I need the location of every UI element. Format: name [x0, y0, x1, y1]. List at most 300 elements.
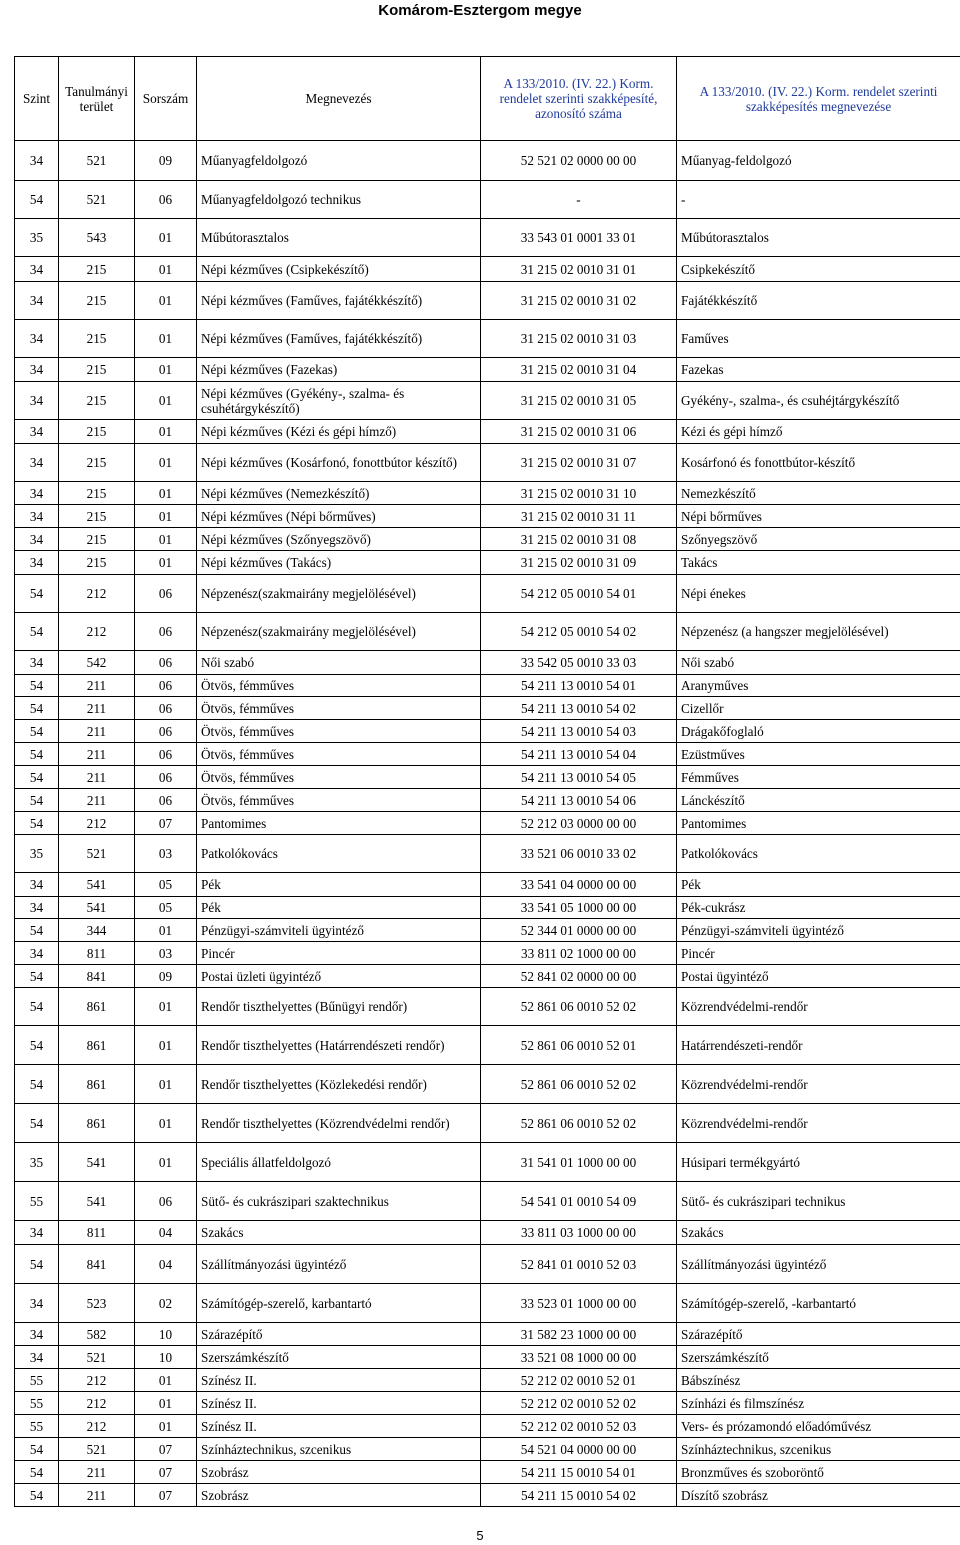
cell-szint: 34 [15, 528, 59, 551]
cell-szint: 55 [15, 1369, 59, 1392]
cell-szakkepesites: Faműves [677, 320, 960, 358]
cell-megnevezes: Pantomimes [197, 812, 481, 835]
cell-szakkepesites: Szakács [677, 1221, 960, 1245]
cell-szint: 34 [15, 1284, 59, 1323]
cell-terulet: 811 [59, 1221, 135, 1245]
cell-sorszam: 04 [135, 1245, 197, 1284]
cell-azonosito: 54 521 04 0000 00 00 [481, 1438, 677, 1461]
cell-sorszam: 01 [135, 1065, 197, 1104]
cell-megnevezes: Női szabó [197, 651, 481, 675]
cell-megnevezes: Sütő- és cukrászipari szaktechnikus [197, 1182, 481, 1221]
cell-szint: 54 [15, 1461, 59, 1484]
cell-azonosito: 52 861 06 0010 52 01 [481, 1026, 677, 1065]
cell-szint: 35 [15, 219, 59, 257]
cell-szint: 34 [15, 482, 59, 505]
cell-szakkepesites: Szárazépítő [677, 1323, 960, 1346]
cell-azonosito: 31 215 02 0010 31 11 [481, 505, 677, 528]
cell-terulet: 215 [59, 482, 135, 505]
cell-azonosito: 52 212 03 0000 00 00 [481, 812, 677, 835]
cell-sorszam: 01 [135, 282, 197, 320]
cell-szakkepesites: Fazekas [677, 358, 960, 382]
cell-szint: 54 [15, 697, 59, 720]
table-row [15, 789, 960, 812]
cell-sorszam: 06 [135, 181, 197, 219]
table-row [15, 1221, 960, 1245]
cell-azonosito: 54 211 15 0010 54 02 [481, 1484, 677, 1507]
cell-sorszam: 06 [135, 743, 197, 766]
header-megnevezes: Megnevezés [197, 57, 481, 141]
cell-terulet: 211 [59, 697, 135, 720]
cell-szakkepesites: Húsipari termékgyártó [677, 1143, 960, 1182]
cell-terulet: 344 [59, 919, 135, 942]
cell-megnevezes: Szerszámkészítő [197, 1346, 481, 1369]
cell-szint: 54 [15, 675, 59, 697]
cell-megnevezes: Népi kézműves (Csipkekészítő) [197, 257, 481, 282]
cell-azonosito: 54 211 13 0010 54 06 [481, 789, 677, 812]
cell-szakkepesites: Postai ügyintéző [677, 965, 960, 988]
cell-megnevezes: Műanyagfeldolgozó [197, 141, 481, 181]
cell-azonosito: 31 215 02 0010 31 09 [481, 551, 677, 575]
cell-terulet: 841 [59, 1245, 135, 1284]
cell-szakkepesites: Fémműves [677, 766, 960, 789]
table-row [15, 181, 960, 219]
cell-szakkepesites: Kosárfonó és fonottbútor-készítő [677, 444, 960, 482]
cell-azonosito: 31 215 02 0010 31 03 [481, 320, 677, 358]
table-row [15, 219, 960, 257]
cell-azonosito: 31 215 02 0010 31 05 [481, 382, 677, 420]
cell-sorszam: 01 [135, 988, 197, 1026]
cell-terulet: 215 [59, 257, 135, 282]
cell-sorszam: 05 [135, 873, 197, 897]
table-row [15, 257, 960, 282]
cell-szint: 34 [15, 1323, 59, 1346]
cell-azonosito: 31 215 02 0010 31 10 [481, 482, 677, 505]
cell-szint: 54 [15, 965, 59, 988]
table-row [15, 919, 960, 942]
cell-szint: 54 [15, 812, 59, 835]
cell-megnevezes: Pék [197, 897, 481, 919]
cell-terulet: 215 [59, 505, 135, 528]
cell-szakkepesites: Díszítő szobrász [677, 1484, 960, 1507]
cell-megnevezes: Szárazépítő [197, 1323, 481, 1346]
cell-sorszam: 07 [135, 1461, 197, 1484]
cell-azonosito: 33 543 01 0001 33 01 [481, 219, 677, 257]
cell-megnevezes: Szobrász [197, 1484, 481, 1507]
cell-szakkepesites: Pénzügyi-számviteli ügyintéző [677, 919, 960, 942]
table-row [15, 1484, 960, 1507]
cell-terulet: 211 [59, 789, 135, 812]
cell-megnevezes: Népi kézműves (Kézi és gépi hímző) [197, 420, 481, 444]
cell-sorszam: 03 [135, 942, 197, 965]
table-row [15, 1323, 960, 1346]
cell-azonosito: 54 211 13 0010 54 01 [481, 675, 677, 697]
cell-terulet: 521 [59, 1438, 135, 1461]
cell-szint: 54 [15, 766, 59, 789]
cell-szakkepesites: - [677, 181, 960, 219]
cell-sorszam: 07 [135, 1484, 197, 1507]
cell-szint: 34 [15, 358, 59, 382]
cell-szakkepesites: Csipkekészítő [677, 257, 960, 282]
cell-szakkepesites: Népi bőrműves [677, 505, 960, 528]
table-row [15, 1392, 960, 1415]
cell-szint: 54 [15, 1026, 59, 1065]
cell-sorszam: 01 [135, 1369, 197, 1392]
cell-terulet: 211 [59, 766, 135, 789]
cell-szint: 54 [15, 720, 59, 743]
table-row [15, 812, 960, 835]
cell-terulet: 211 [59, 743, 135, 766]
cell-szakkepesites: Ezüstműves [677, 743, 960, 766]
cell-szint: 34 [15, 651, 59, 675]
table-row [15, 1461, 960, 1484]
table-row [15, 942, 960, 965]
table-row [15, 482, 960, 505]
qualifications-table [14, 56, 960, 1507]
cell-megnevezes: Ötvös, fémműves [197, 697, 481, 720]
cell-szakkepesites: Műanyag-feldolgozó [677, 141, 960, 181]
cell-szint: 34 [15, 942, 59, 965]
cell-sorszam: 01 [135, 320, 197, 358]
cell-sorszam: 01 [135, 257, 197, 282]
cell-terulet: 212 [59, 613, 135, 651]
cell-szint: 34 [15, 320, 59, 358]
cell-megnevezes: Színháztechnikus, szcenikus [197, 1438, 481, 1461]
cell-szint: 54 [15, 1438, 59, 1461]
cell-szint: 35 [15, 1143, 59, 1182]
cell-terulet: 543 [59, 219, 135, 257]
cell-azonosito: 52 521 02 0000 00 00 [481, 141, 677, 181]
table-row [15, 1284, 960, 1323]
cell-szint: 54 [15, 988, 59, 1026]
cell-szakkepesites: Színháztechnikus, szcenikus [677, 1438, 960, 1461]
cell-terulet: 212 [59, 812, 135, 835]
cell-azonosito: 54 211 15 0010 54 01 [481, 1461, 677, 1484]
cell-azonosito: 31 582 23 1000 00 00 [481, 1323, 677, 1346]
cell-azonosito: 52 344 01 0000 00 00 [481, 919, 677, 942]
cell-megnevezes: Színész II. [197, 1415, 481, 1438]
cell-szakkepesites: Takács [677, 551, 960, 575]
header-szakkepesites: A 133/2010. (IV. 22.) Korm. rendelet szerinti szakképesítés megnevezése [677, 57, 960, 141]
cell-sorszam: 01 [135, 1415, 197, 1438]
cell-szint: 34 [15, 1346, 59, 1369]
table-row [15, 897, 960, 919]
table-row [15, 444, 960, 482]
table-row [15, 675, 960, 697]
table-row [15, 420, 960, 444]
cell-sorszam: 07 [135, 1438, 197, 1461]
cell-azonosito: 52 212 02 0010 52 03 [481, 1415, 677, 1438]
cell-megnevezes: Pincér [197, 942, 481, 965]
cell-szakkepesites: Kézi és gépi hímző [677, 420, 960, 444]
cell-szakkepesites: Közrendvédelmi-rendőr [677, 1065, 960, 1104]
cell-megnevezes: Népi kézműves (Gyékény-, szalma- és csuhétárgykészítő) [197, 382, 481, 420]
cell-szint: 34 [15, 444, 59, 482]
header-tanulmanyi-terulet: Tanulmányi terület [59, 57, 135, 141]
table-row [15, 965, 960, 988]
cell-terulet: 841 [59, 965, 135, 988]
cell-szakkepesites: Pék [677, 873, 960, 897]
cell-terulet: 215 [59, 444, 135, 482]
cell-azonosito: 31 215 02 0010 31 04 [481, 358, 677, 382]
cell-sorszam: 01 [135, 219, 197, 257]
cell-sorszam: 06 [135, 720, 197, 743]
table-row [15, 528, 960, 551]
cell-szakkepesites: Szőnyegszövő [677, 528, 960, 551]
cell-azonosito: 33 521 08 1000 00 00 [481, 1346, 677, 1369]
cell-azonosito: 31 215 02 0010 31 06 [481, 420, 677, 444]
cell-sorszam: 01 [135, 1026, 197, 1065]
cell-terulet: 521 [59, 141, 135, 181]
table-row [15, 697, 960, 720]
table-row [15, 873, 960, 897]
cell-szakkepesites: Bronzműves és szoboröntő [677, 1461, 960, 1484]
cell-azonosito: 31 215 02 0010 31 02 [481, 282, 677, 320]
cell-azonosito: 52 861 06 0010 52 02 [481, 1104, 677, 1143]
cell-megnevezes: Népzenész(szakmairány megjelölésével) [197, 575, 481, 613]
cell-azonosito: 54 211 13 0010 54 05 [481, 766, 677, 789]
cell-terulet: 861 [59, 1026, 135, 1065]
cell-szakkepesites: Színházi és filmszínész [677, 1392, 960, 1415]
cell-szakkepesites: Lánckészítő [677, 789, 960, 812]
cell-szakkepesites: Bábszínész [677, 1369, 960, 1392]
cell-terulet: 215 [59, 358, 135, 382]
table-row [15, 743, 960, 766]
table-row [15, 988, 960, 1026]
cell-terulet: 211 [59, 675, 135, 697]
cell-terulet: 541 [59, 873, 135, 897]
cell-terulet: 215 [59, 551, 135, 575]
cell-sorszam: 10 [135, 1346, 197, 1369]
cell-szakkepesites: Drágakőfoglaló [677, 720, 960, 743]
cell-szint: 54 [15, 575, 59, 613]
cell-sorszam: 01 [135, 505, 197, 528]
cell-megnevezes: Postai üzleti ügyintéző [197, 965, 481, 988]
cell-azonosito: 33 811 02 1000 00 00 [481, 942, 677, 965]
cell-szint: 54 [15, 1245, 59, 1284]
cell-terulet: 541 [59, 1143, 135, 1182]
cell-megnevezes: Rendőr tiszthelyettes (Határrendészeti rendőr) [197, 1026, 481, 1065]
table-row [15, 382, 960, 420]
table-row [15, 1182, 960, 1221]
cell-azonosito: 52 861 06 0010 52 02 [481, 988, 677, 1026]
cell-terulet: 521 [59, 835, 135, 873]
cell-szakkepesites: Közrendvédelmi-rendőr [677, 988, 960, 1026]
cell-terulet: 541 [59, 1182, 135, 1221]
cell-terulet: 861 [59, 988, 135, 1026]
header-szint: Szint [15, 57, 59, 141]
cell-sorszam: 01 [135, 420, 197, 444]
cell-szint: 34 [15, 505, 59, 528]
cell-terulet: 541 [59, 897, 135, 919]
table-row [15, 835, 960, 873]
table-row [15, 1104, 960, 1143]
cell-sorszam: 09 [135, 965, 197, 988]
cell-terulet: 861 [59, 1104, 135, 1143]
cell-azonosito: 33 523 01 1000 00 00 [481, 1284, 677, 1323]
cell-szint: 35 [15, 835, 59, 873]
cell-megnevezes: Speciális állatfeldolgozó [197, 1143, 481, 1182]
cell-szint: 54 [15, 789, 59, 812]
cell-megnevezes: Népi kézműves (Faműves, fajátékkészítő) [197, 282, 481, 320]
cell-szint: 54 [15, 181, 59, 219]
cell-szakkepesites: Pantomimes [677, 812, 960, 835]
cell-sorszam: 02 [135, 1284, 197, 1323]
cell-megnevezes: Számítógép-szerelő, karbantartó [197, 1284, 481, 1323]
cell-szint: 34 [15, 897, 59, 919]
cell-terulet: 212 [59, 1369, 135, 1392]
cell-terulet: 861 [59, 1065, 135, 1104]
cell-sorszam: 01 [135, 919, 197, 942]
cell-azonosito: 52 212 02 0010 52 02 [481, 1392, 677, 1415]
cell-azonosito: 33 811 03 1000 00 00 [481, 1221, 677, 1245]
cell-szakkepesites: Aranyműves [677, 675, 960, 697]
cell-azonosito: 33 541 05 1000 00 00 [481, 897, 677, 919]
cell-sorszam: 03 [135, 835, 197, 873]
cell-szakkepesites: Fajátékkészítő [677, 282, 960, 320]
cell-szint: 54 [15, 919, 59, 942]
cell-azonosito: 52 861 06 0010 52 02 [481, 1065, 677, 1104]
table-row [15, 358, 960, 382]
table-row [15, 505, 960, 528]
cell-terulet: 215 [59, 420, 135, 444]
table-row [15, 766, 960, 789]
document-title: Komárom-Esztergom megye [378, 2, 582, 19]
cell-szint: 34 [15, 382, 59, 420]
table-row [15, 575, 960, 613]
table-row [15, 720, 960, 743]
cell-szakkepesites: Gyékény-, szalma-, és csuhéjtárgykészítő [677, 382, 960, 420]
cell-szint: 54 [15, 613, 59, 651]
cell-azonosito: 31 215 02 0010 31 08 [481, 528, 677, 551]
cell-sorszam: 01 [135, 528, 197, 551]
cell-terulet: 215 [59, 382, 135, 420]
cell-megnevezes: Népi kézműves (Népi bőrműves) [197, 505, 481, 528]
cell-azonosito: 33 541 04 0000 00 00 [481, 873, 677, 897]
page-number: 5 [476, 1528, 484, 1543]
cell-azonosito: 31 215 02 0010 31 01 [481, 257, 677, 282]
cell-terulet: 211 [59, 1461, 135, 1484]
cell-azonosito: 31 215 02 0010 31 07 [481, 444, 677, 482]
cell-szakkepesites: Határrendészeti-rendőr [677, 1026, 960, 1065]
cell-azonosito: 54 211 13 0010 54 04 [481, 743, 677, 766]
cell-szakkepesites: Népi énekes [677, 575, 960, 613]
cell-megnevezes: Patkolókovács [197, 835, 481, 873]
cell-terulet: 212 [59, 1415, 135, 1438]
cell-sorszam: 06 [135, 651, 197, 675]
cell-megnevezes: Népi kézműves (Nemezkészítő) [197, 482, 481, 505]
cell-szint: 55 [15, 1415, 59, 1438]
table-row [15, 613, 960, 651]
table-row [15, 1065, 960, 1104]
cell-terulet: 215 [59, 320, 135, 358]
cell-sorszam: 01 [135, 482, 197, 505]
cell-szint: 54 [15, 743, 59, 766]
table-row [15, 282, 960, 320]
cell-megnevezes: Ötvös, fémműves [197, 743, 481, 766]
cell-sorszam: 01 [135, 444, 197, 482]
cell-szakkepesites: Patkolókovács [677, 835, 960, 873]
cell-megnevezes: Ötvös, fémműves [197, 766, 481, 789]
cell-szakkepesites: Sütő- és cukrászipari technikus [677, 1182, 960, 1221]
cell-megnevezes: Népi kézműves (Szőnyegszövő) [197, 528, 481, 551]
cell-szakkepesites: Cizellőr [677, 697, 960, 720]
table-row [15, 141, 960, 181]
cell-sorszam: 06 [135, 766, 197, 789]
table-row [15, 320, 960, 358]
cell-szakkepesites: Pincér [677, 942, 960, 965]
cell-megnevezes: Műbútorasztalos [197, 219, 481, 257]
cell-megnevezes: Ötvös, fémműves [197, 720, 481, 743]
cell-megnevezes: Pék [197, 873, 481, 897]
cell-szint: 34 [15, 257, 59, 282]
cell-szint: 34 [15, 141, 59, 181]
table-row [15, 1415, 960, 1438]
cell-azonosito: 54 211 13 0010 54 02 [481, 697, 677, 720]
cell-szint: 34 [15, 1221, 59, 1245]
header-sorszam: Sorszám [135, 57, 197, 141]
cell-terulet: 215 [59, 282, 135, 320]
cell-sorszam: 01 [135, 1143, 197, 1182]
cell-megnevezes: Műanyagfeldolgozó technikus [197, 181, 481, 219]
cell-sorszam: 01 [135, 382, 197, 420]
cell-sorszam: 06 [135, 1182, 197, 1221]
cell-terulet: 521 [59, 1346, 135, 1369]
cell-azonosito: 52 841 02 0000 00 00 [481, 965, 677, 988]
cell-szakkepesites: Közrendvédelmi-rendőr [677, 1104, 960, 1143]
cell-sorszam: 06 [135, 789, 197, 812]
cell-sorszam: 06 [135, 575, 197, 613]
cell-megnevezes: Rendőr tiszthelyettes (Közlekedési rendőr) [197, 1065, 481, 1104]
cell-sorszam: 06 [135, 697, 197, 720]
cell-azonosito: 54 212 05 0010 54 01 [481, 575, 677, 613]
cell-megnevezes: Szakács [197, 1221, 481, 1245]
cell-szakkepesites: Nemezkészítő [677, 482, 960, 505]
cell-szint: 54 [15, 1104, 59, 1143]
cell-sorszam: 05 [135, 897, 197, 919]
cell-sorszam: 01 [135, 1104, 197, 1143]
cell-szakkepesites: Szerszámkészítő [677, 1346, 960, 1369]
cell-terulet: 212 [59, 1392, 135, 1415]
cell-megnevezes: Népzenész(szakmairány megjelölésével) [197, 613, 481, 651]
cell-azonosito: 31 541 01 1000 00 00 [481, 1143, 677, 1182]
cell-megnevezes: Pénzügyi-számviteli ügyintéző [197, 919, 481, 942]
cell-szakkepesites: Női szabó [677, 651, 960, 675]
header-azonosito: A 133/2010. (IV. 22.) Korm. rendelet szerinti szakképesíté, azonosító száma [481, 57, 677, 141]
cell-megnevezes: Ötvös, fémműves [197, 789, 481, 812]
cell-terulet: 211 [59, 720, 135, 743]
cell-sorszam: 01 [135, 358, 197, 382]
cell-azonosito: 54 211 13 0010 54 03 [481, 720, 677, 743]
table-row [15, 651, 960, 675]
cell-azonosito: 52 212 02 0010 52 01 [481, 1369, 677, 1392]
cell-azonosito: 33 542 05 0010 33 03 [481, 651, 677, 675]
cell-szakkepesites: Pék-cukrász [677, 897, 960, 919]
cell-szint: 55 [15, 1182, 59, 1221]
cell-azonosito: - [481, 181, 677, 219]
cell-szakkepesites: Vers- és prózamondó előadóművész [677, 1415, 960, 1438]
table-row [15, 1026, 960, 1065]
cell-terulet: 523 [59, 1284, 135, 1323]
cell-szakkepesites: Népzenész (a hangszer megjelölésével) [677, 613, 960, 651]
cell-megnevezes: Szobrász [197, 1461, 481, 1484]
cell-sorszam: 07 [135, 812, 197, 835]
cell-megnevezes: Rendőr tiszthelyettes (Közrendvédelmi rendőr) [197, 1104, 481, 1143]
cell-szint: 54 [15, 1484, 59, 1507]
cell-terulet: 521 [59, 181, 135, 219]
table-row [15, 1143, 960, 1182]
cell-terulet: 212 [59, 575, 135, 613]
cell-terulet: 215 [59, 528, 135, 551]
